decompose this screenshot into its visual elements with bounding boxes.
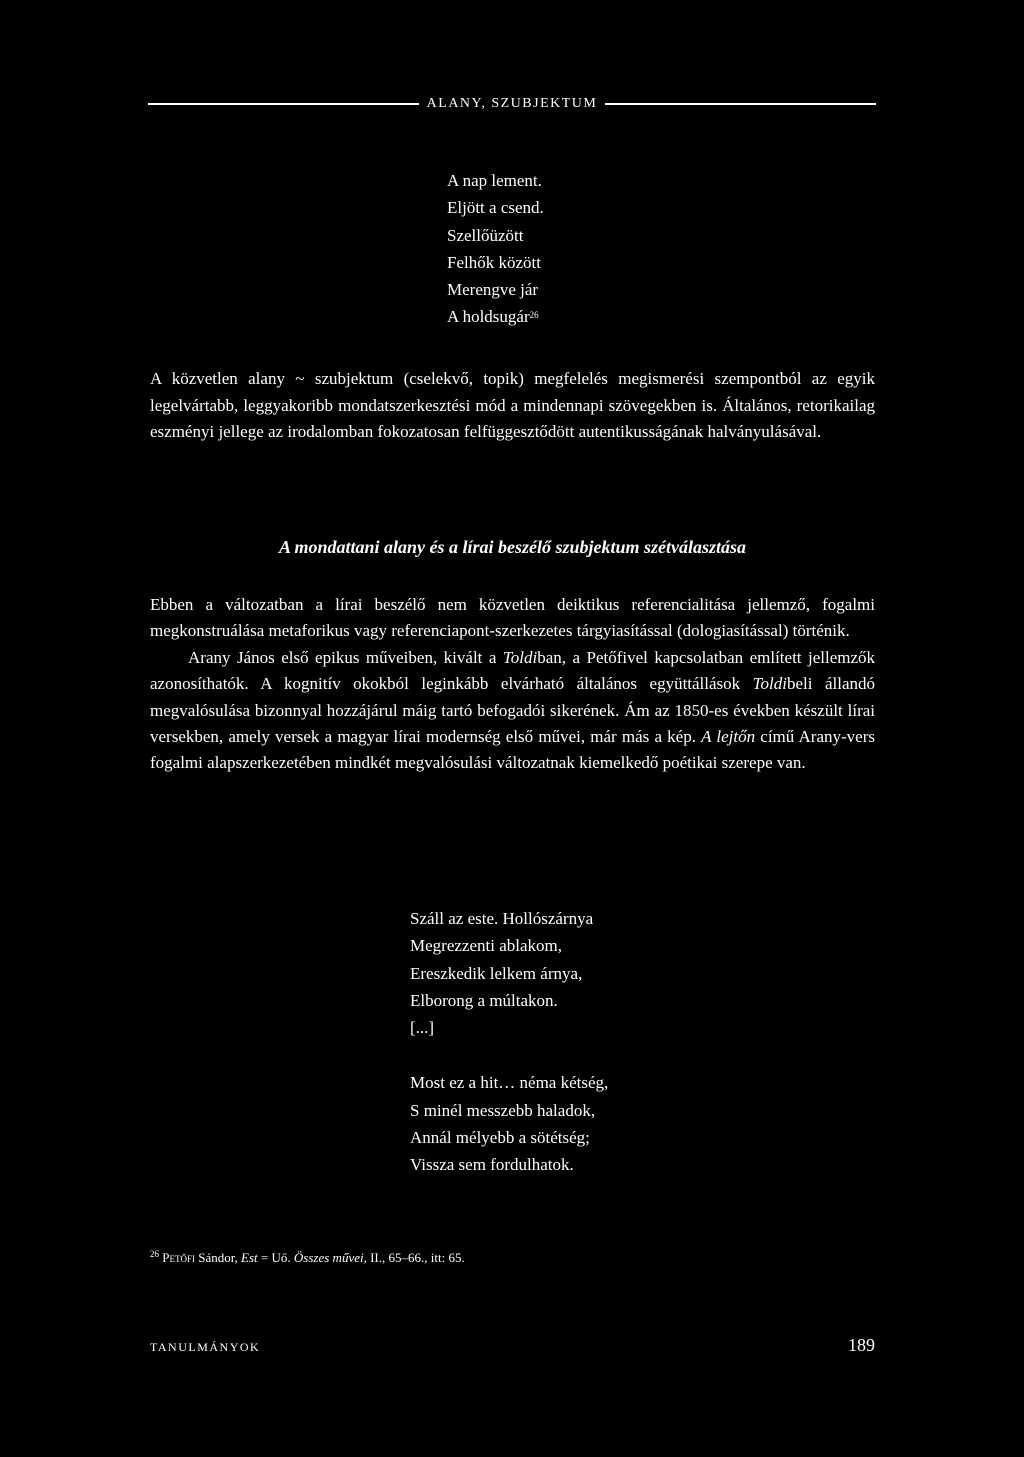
poem-line: A nap lement.: [447, 171, 542, 190]
footnote-author-given: Sándor,: [194, 1250, 242, 1265]
footnote-poem-title: Est: [241, 1250, 258, 1265]
text-run: ban, a Petőfivel kapcsolatban említett jellemzők azonosíthatók. A kognitív okokból leginkább elvárható általános együttállások: [150, 647, 876, 694]
footnote: [150, 1250, 465, 1266]
paragraph-2-second: [150, 645, 875, 777]
text-run: beli állandó megvalósulása bizonnyal hozzájárul máig tartó befogadói sikerének. Ám az 1850-es években készült lírai versekben, amely versek a magyar lírai modernség első művei, már más a kép.: [150, 674, 876, 747]
poem-quote-arany: [410, 905, 608, 1179]
poem-line: Felhők között: [447, 252, 541, 272]
body-paragraph-2: [150, 592, 875, 777]
poem-line: S minél messzebb haladok,: [410, 1100, 596, 1120]
page-footer: [150, 1335, 875, 1356]
poem-line-last: [447, 303, 544, 330]
body-paragraph-1: A közvetlen alany ~ szubjektum (cselekvő, topik) megfelelés megismerési szempontból az egyik legelvártabb, leggyakoribb mondatszerkesztési mód a mindennapi szövegekben is. Általános, retorikailag eszményi jellege az irodalomban fokozatosan felfüggesztődött autentikusságának halványulásával.: [150, 369, 875, 441]
poem-line: Most ez a hit… néma kétség,: [410, 1073, 609, 1093]
footer-section-label: TANULMÁNYOK: [150, 1340, 261, 1354]
poem-line: Vissza sem fordulhatok.: [410, 1155, 574, 1175]
footnote-mid: = Uő.: [257, 1250, 294, 1265]
running-header-title: ALANY, SZUBJEKTUM: [426, 96, 598, 111]
header-rule-left: [148, 103, 419, 105]
poem-stanza-1: [410, 905, 608, 1041]
footnote-ref: 26: [529, 310, 539, 321]
header-rule-right: [605, 103, 876, 105]
poem-line: Szellőüzött: [447, 225, 524, 245]
text-run: Arany János első epikus műveiben, kivált a: [188, 647, 503, 667]
poem-line: Ereszkedik lelkem árnya,: [410, 963, 583, 983]
poem-line: Megrezzenti ablakom,: [410, 936, 562, 956]
running-header: [148, 92, 876, 116]
poem-line-text: A holdsugár: [447, 307, 530, 327]
poem-quote-petofi: [447, 167, 544, 331]
section-heading: A mondattani alany és a lírai beszélő szubjektum szétválasztása: [278, 537, 747, 557]
work-title-toldi: Toldi: [752, 674, 787, 694]
footnote-tail: , II., 65–66., itt: 65.: [363, 1250, 465, 1265]
poem-line: Annál mélyebb a sötétség;: [410, 1128, 590, 1148]
paragraph-2-first: Ebben a változatban a lírai beszélő nem közvetlen deiktikus referencialitása jellemző, fogalmi megkonstruálása metaforikus vagy referenciapont-szerkezetes tárgyiasítással (dologiasítással) történik.: [150, 595, 875, 641]
poem-line: Merengve jár: [447, 280, 539, 300]
poem-line: Eljött a csend.: [447, 198, 544, 218]
poem-stanza-2: [410, 1069, 608, 1178]
work-title-a-lejton: A lejtőn: [701, 727, 756, 747]
poem-ellipsis: [...]: [410, 1018, 435, 1038]
poem-line: Száll az este. Hollószárnya: [410, 909, 594, 928]
work-title-toldi: Toldi: [502, 647, 538, 667]
poem-line: Elborong a múltakon.: [410, 990, 558, 1010]
footnote-book-title: Összes művei: [293, 1250, 364, 1265]
text-run: című Arany-vers fogalmi alapszerkezetében mindkét megvalósulási változatnak kiemelkedő poétikai szerepe van.: [150, 727, 875, 773]
footnote-number: 26: [150, 1249, 159, 1259]
page-number: 189: [848, 1335, 875, 1355]
footnote-author-surname: Petőfi: [162, 1250, 195, 1265]
